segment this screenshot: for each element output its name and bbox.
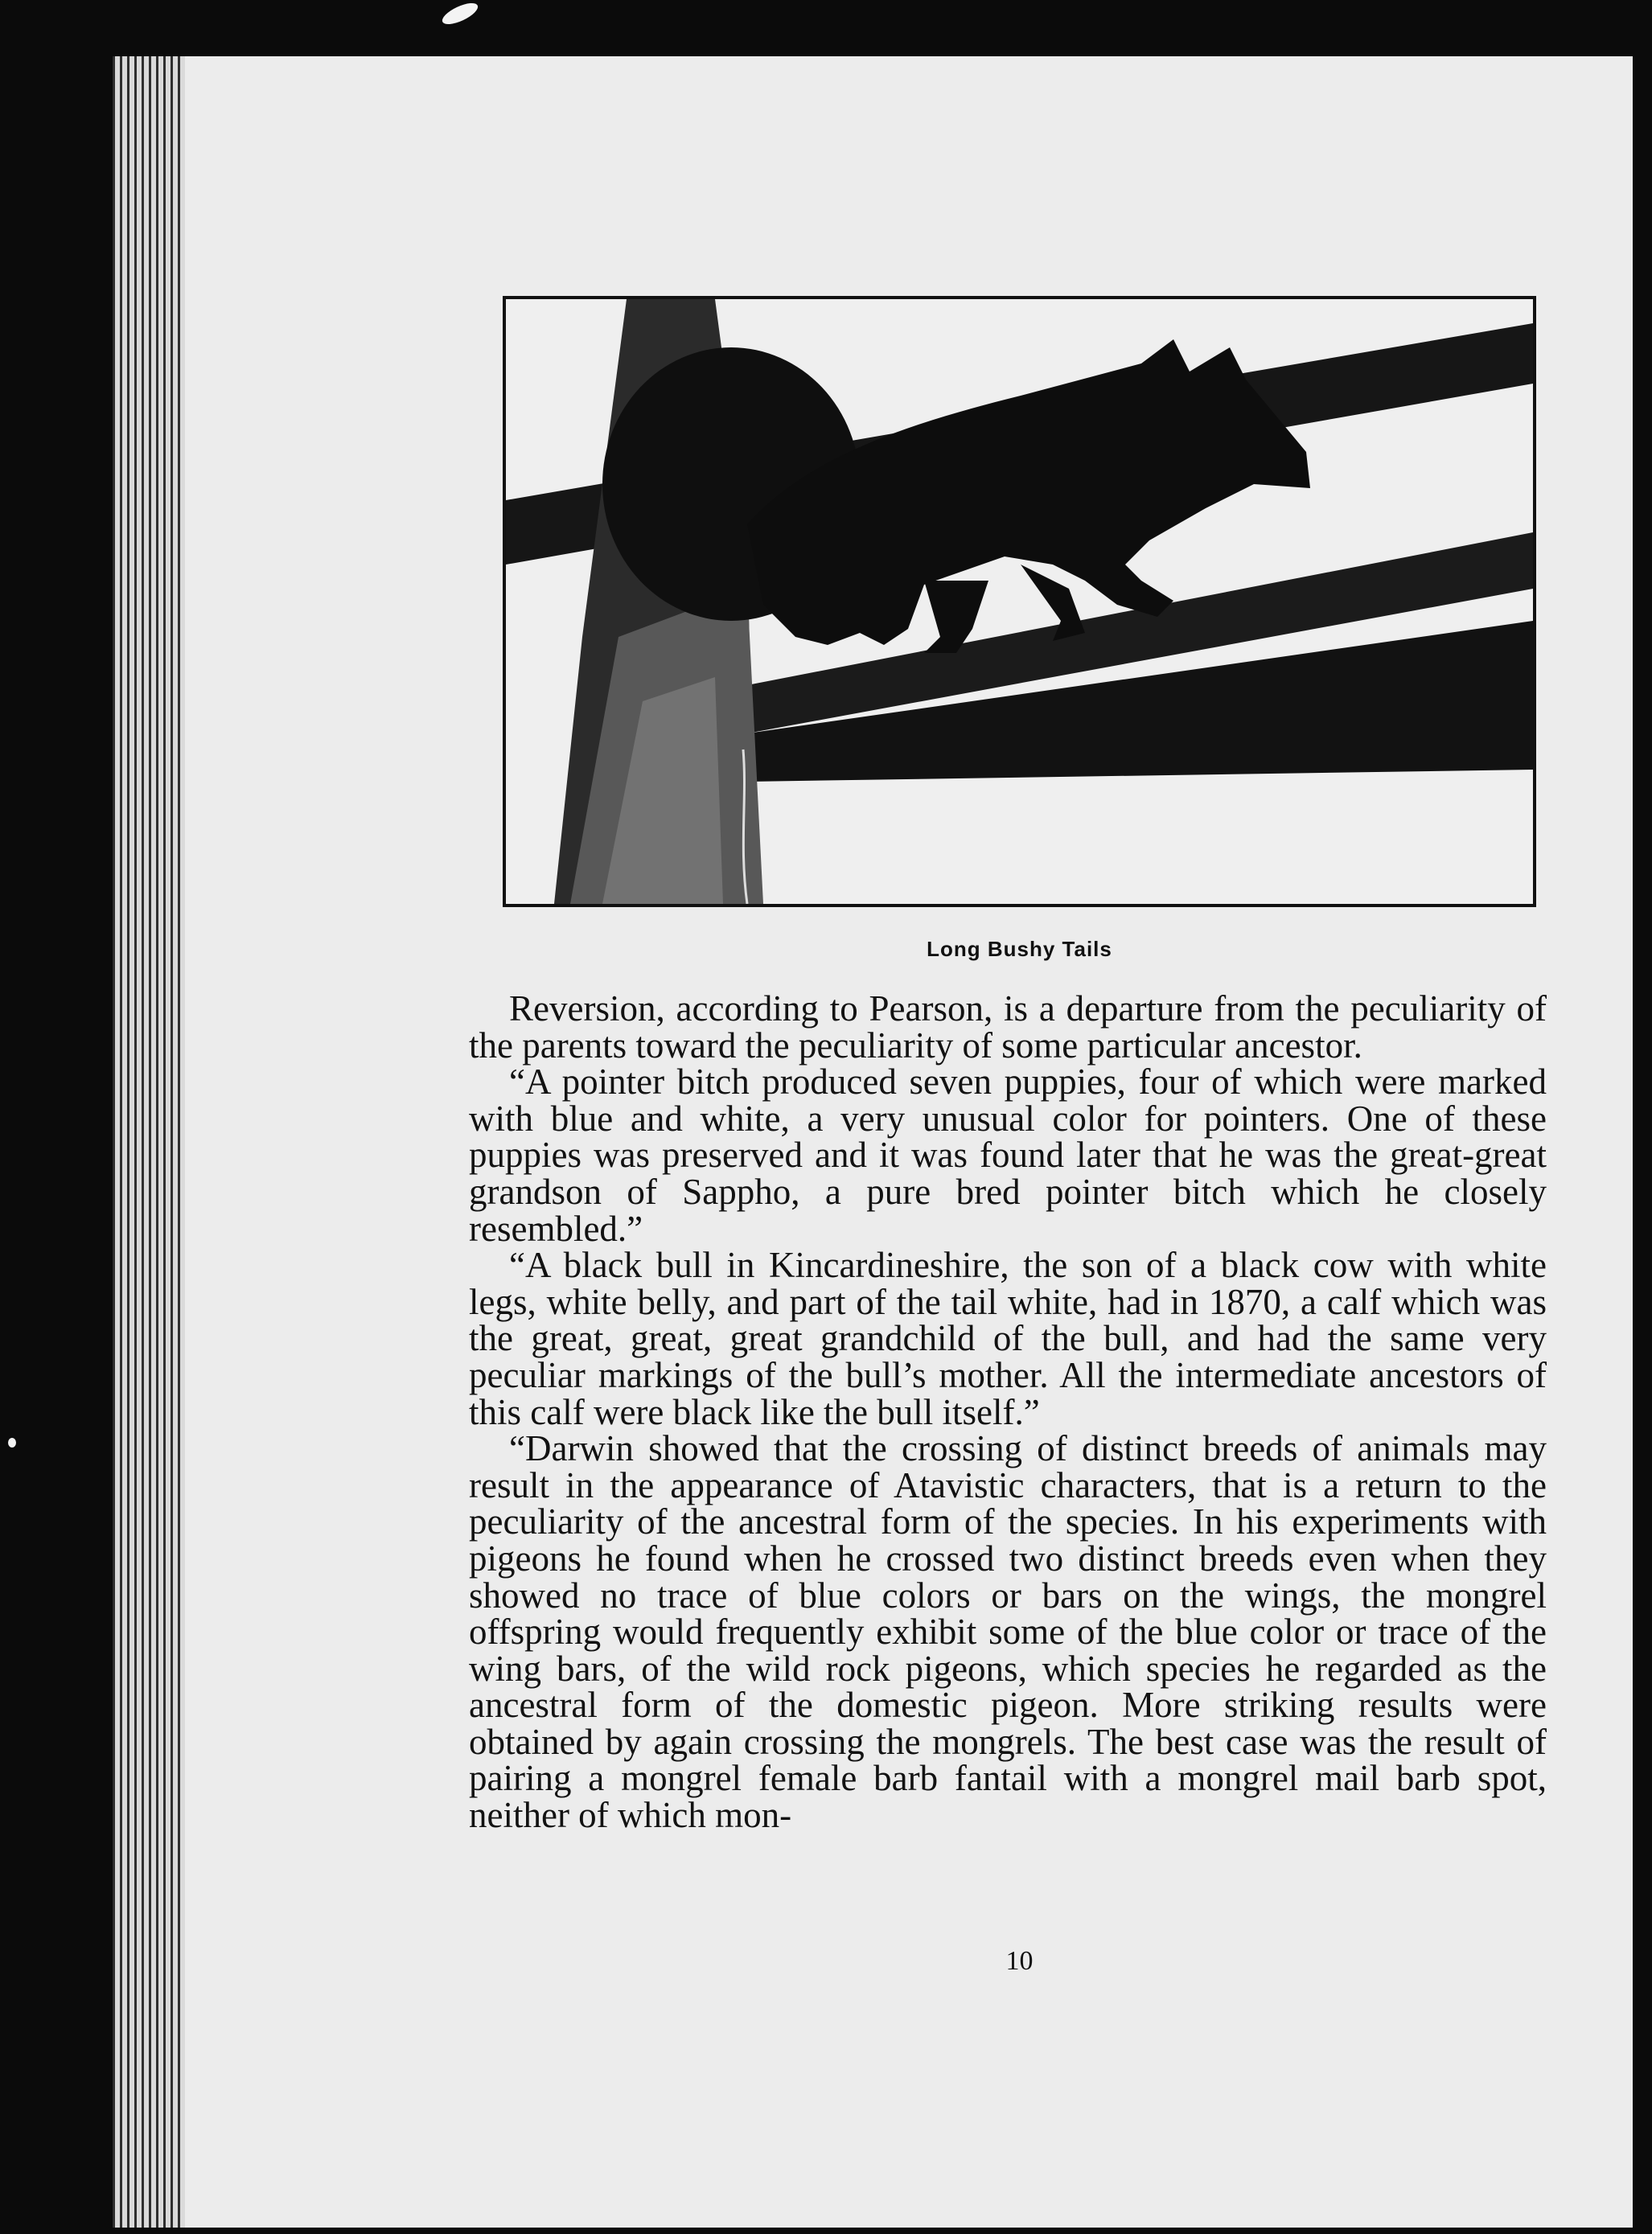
animal-silhouette-image	[506, 299, 1533, 904]
page-edges	[113, 56, 185, 2228]
figure-photo	[503, 296, 1536, 907]
body-text	[469, 988, 1547, 1836]
paragraph: “A pointer bitch produced seven puppies, four of which were marked with blue and white, a very unusual color for pointers. One of these puppies was preserved and it was found later that he was the great-great grandson of Sappho, a pure bred pointer bitch which he closely resembled.”	[469, 1062, 1547, 1249]
page-number: 10	[1005, 1946, 1034, 1976]
paragraph: “Darwin showed that the crossing of distinct breeds of animals may result in the appearance of Atavistic characters, that is a return to the peculiarity of the ancestral form of the species. In his experiments with pigeons he found when he crossed two distinct breeds even when they showed no trace of blue colors or bars on the wings, the mongrel offspring would frequently exhibit some of the blue color or trace of the wing bars, of the wild rock pigeons, which species he regarded as the ancestral form of the domestic pigeon. More striking results were obtained by again crossing the mongrels. The best case was the result of pairing a mongrel female barb fantail with a mongrel mail barb spot, neither of which mon-	[469, 1428, 1547, 1836]
paragraph: Reversion, according to Pearson, is a departure from the peculiarity of the parents toward the peculiarity of some particular ancestor.	[469, 988, 1547, 1066]
paragraph: “A black bull in Kincardineshire, the son of a black cow with white legs, white belly, and part of the tail white, had in 1870, a calf which was the great, great, great grandchild of the bull, and had the same very peculiar markings of the bull’s mother. All the intermediate ancestors of this calf were black like the bull itself.”	[469, 1245, 1547, 1432]
scan-speck	[8, 1438, 16, 1448]
scan-speck	[439, 0, 480, 28]
figure-caption: Long Bushy Tails	[927, 937, 1112, 961]
